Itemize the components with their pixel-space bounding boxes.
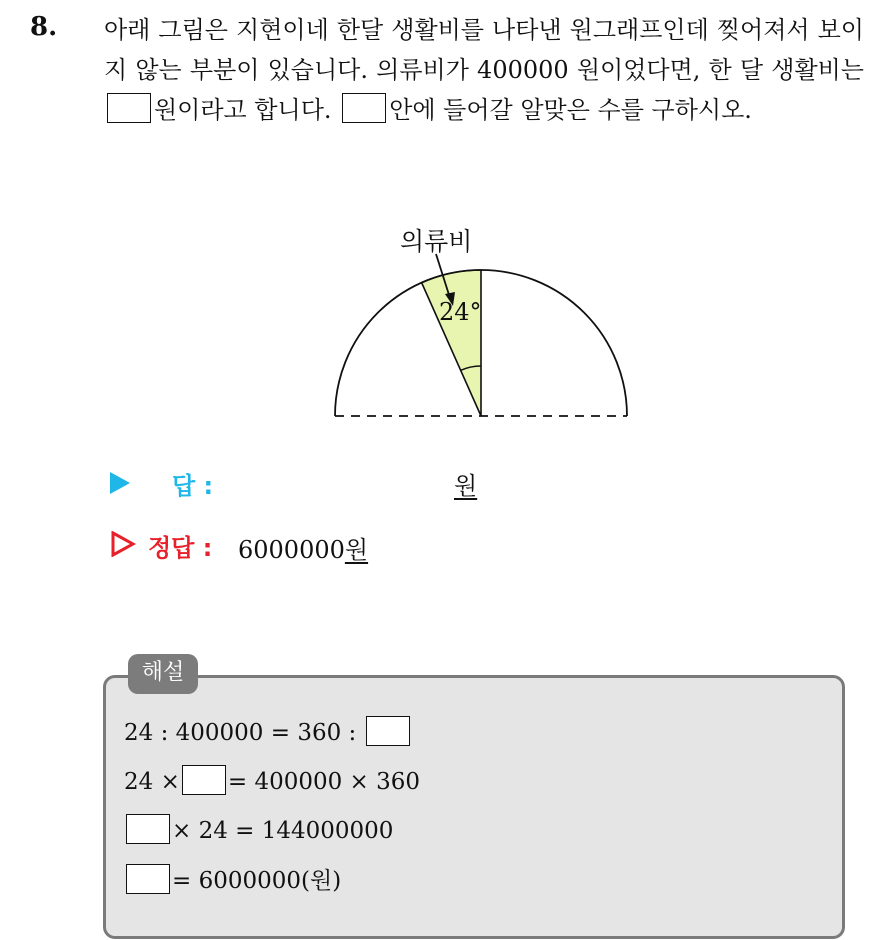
correct-answer-row	[110, 524, 510, 564]
solution-blank-box	[126, 864, 170, 894]
question-text-part2: 원이라고 합니다.	[154, 96, 332, 124]
question-text	[104, 10, 864, 130]
torn-pie-chart	[300, 212, 660, 432]
solution-blank-box	[182, 765, 226, 795]
outline-triangle-icon	[110, 531, 136, 557]
solution-line-3	[124, 814, 393, 848]
angle-label: 24°	[439, 298, 482, 326]
question-text-part1: 아래 그림은 지현이네 한달 생활비를 나타낸 원그래프인데 찢어져서 보이지 않는 부분이 있습니다. 의류비가 400000 원이었다면, 한 달 생활비는	[104, 16, 864, 84]
answer-unit[interactable]: 원	[454, 472, 478, 500]
solution-line-2-pre: 24 ×	[124, 769, 180, 795]
clothing-label: 의류비	[400, 227, 473, 256]
correct-answer-value-wrap	[238, 530, 368, 565]
solution-blank-box	[366, 716, 410, 746]
question-text-part3: 안에 들어갈 알맞은 수를 구하시오.	[389, 96, 752, 124]
question-number: 8.	[30, 12, 58, 42]
answer-blank-box	[107, 93, 151, 123]
solution-line-4	[124, 864, 341, 898]
correct-answer-unit: 원	[344, 536, 369, 564]
play-triangle-icon	[110, 472, 130, 494]
answer-blank-box-reference	[342, 93, 386, 123]
solution-tab: 해설	[128, 654, 198, 694]
correct-answer-label: 정답 :	[148, 534, 213, 562]
solution-line-3-post: × 24 = 144000000	[172, 818, 394, 844]
solution-line-2	[124, 765, 420, 799]
solution-line-4-post: = 6000000(원)	[172, 868, 342, 894]
answer-label: 답 :	[172, 472, 214, 500]
solution-line-1-text: 24 : 400000 = 360 :	[124, 720, 357, 746]
answer-row	[110, 462, 510, 502]
solution-line-1	[124, 716, 412, 750]
solution-line-2-post: = 400000 × 360	[227, 769, 421, 795]
solution-box	[103, 675, 845, 939]
correct-answer-value: 6000000	[238, 536, 345, 564]
solution-blank-box	[126, 814, 170, 844]
clothing-sector	[422, 270, 481, 416]
